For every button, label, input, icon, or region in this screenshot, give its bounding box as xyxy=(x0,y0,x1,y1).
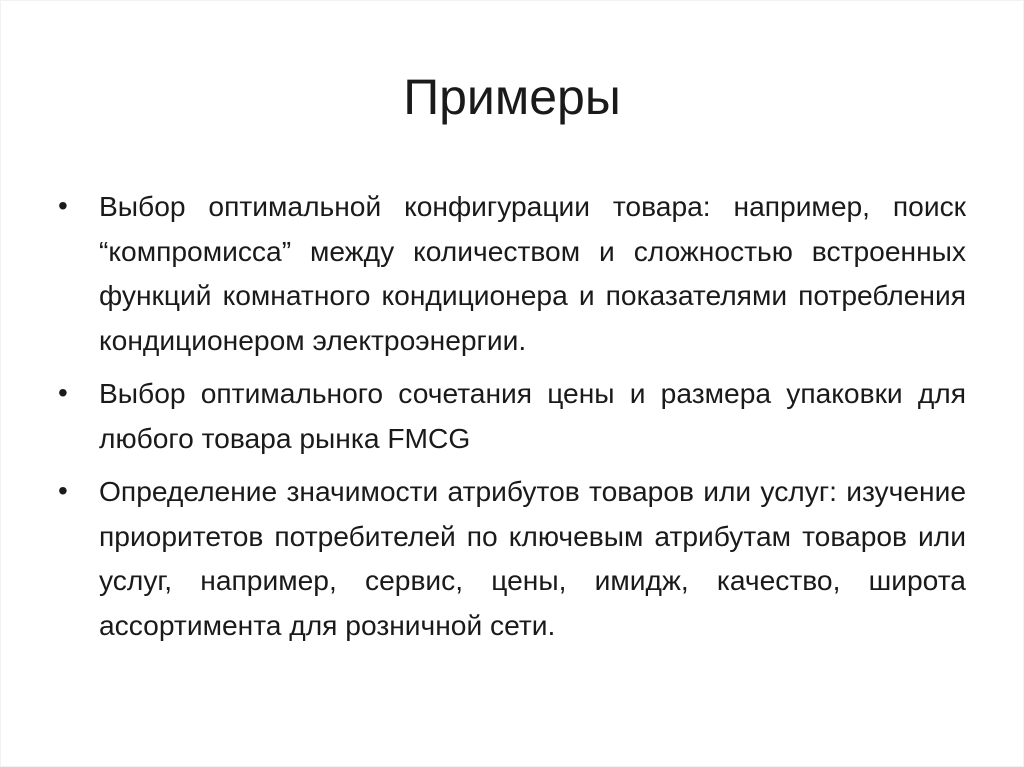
bullet-icon: • xyxy=(58,190,68,221)
bullet-item-price-package xyxy=(56,371,966,460)
bullet-text: Выбор оптимальной конфигурации товара: например, поиск “компромисса” между количеством и сложностью встроенных функций комнатного кондиционера и показателями потребления кондиционером электроэнергии. xyxy=(99,190,966,356)
bullet-item-attributes xyxy=(56,469,966,647)
bullet-icon: • xyxy=(58,377,68,408)
bullet-icon: • xyxy=(58,475,68,506)
bullet-list xyxy=(56,184,966,656)
bullet-text: Определение значимости атрибутов товаров или услуг: изучение приоритетов потребителей по ключевым атрибутам товаров или услуг, например, сервис, цены, имидж, качество, широта ассортимента для розничной сети. xyxy=(99,475,966,641)
bullet-text: Выбор оптимального сочетания цены и размера упаковки для любого товара рынка FMCG xyxy=(99,377,966,454)
bullet-item-configuration xyxy=(56,184,966,362)
slide-title: Примеры xyxy=(403,69,621,125)
